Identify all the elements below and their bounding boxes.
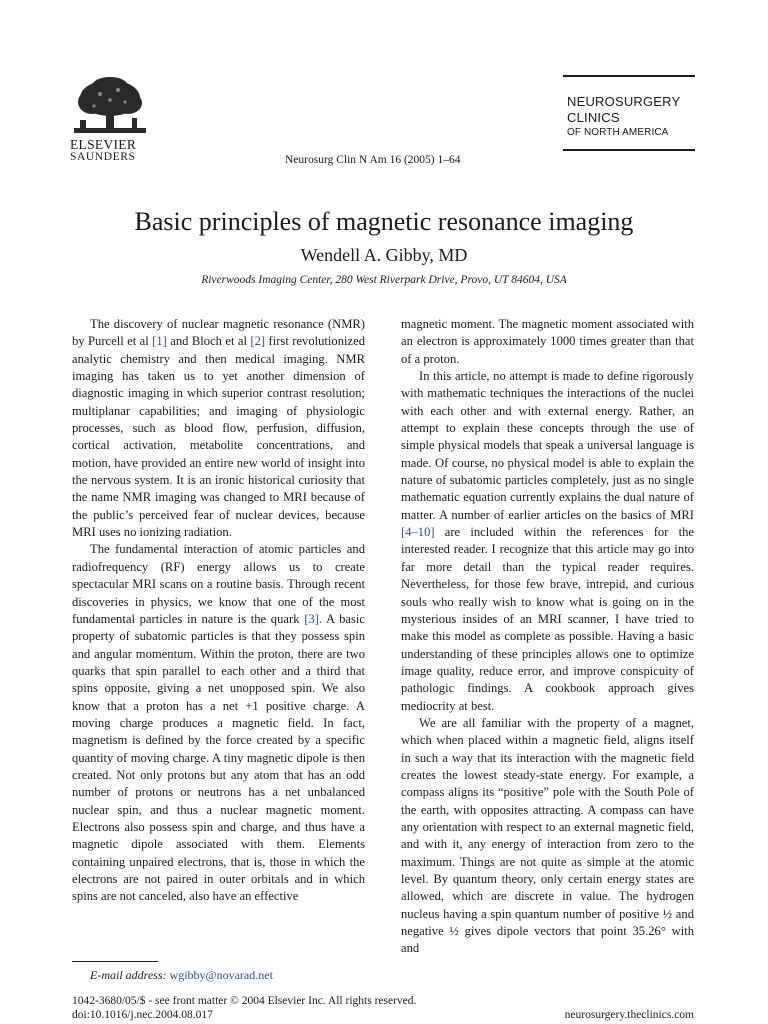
journal-citation: Neurosurg Clin N Am 16 (2005) 1–64 xyxy=(285,154,461,166)
series-line-3: OF NORTH AMERICA xyxy=(567,127,669,138)
email-link[interactable]: wgibby@novarad.net xyxy=(169,968,273,982)
publisher-imprint: SAUNDERS xyxy=(70,151,136,163)
body-text: magnetic moment. The magnetic moment associated with an electron is approximately 1000 times greater than that of a proton. xyxy=(401,317,694,366)
reference-link[interactable]: [2] xyxy=(250,334,266,349)
publisher-wordmark xyxy=(70,138,160,164)
email-label: E-mail address: xyxy=(90,968,167,982)
body-text: In this article, no attempt is made to define rigorously with mathematic techniques the interactions of the nuclei with each other and with external energy. Rather, an attempt to explain these concepts through the use of simple physical models that speak a universal language is made. Of course, no physical model is able to explain the nature of subatomic particles completely, just as no single mathematic equation currently explains the dual nature of matter. A number of earlier articles on the basics of MRI xyxy=(401,369,694,522)
copyright-line: 1042-3680/05/$ - see front matter © 2004 Elsevier Inc. All rights reserved. xyxy=(72,995,417,1007)
body-text: The discovery of nuclear magnetic resonance (NMR) by Purcell et al xyxy=(72,317,365,349)
body-column-right xyxy=(401,316,694,958)
body-text: The fundamental interaction of atomic particles and radiofrequency (RF) energy allows us to create spectacular MRI scans on a routine basis. Through recent discoveries in physics, we know that one of the most fundamental particles in nature is the quark xyxy=(72,542,365,626)
author-affiliation: Riverwoods Imaging Center, 280 West Riverpark Drive, Provo, UT 84604, USA xyxy=(201,274,567,286)
series-line-2: CLINICS xyxy=(567,110,620,125)
body-paragraph xyxy=(401,316,694,368)
series-rule-bottom xyxy=(563,149,695,151)
body-column-left xyxy=(72,316,365,906)
doi-line: doi:10.1016/j.nec.2004.08.017 xyxy=(72,1009,213,1021)
body-text: first revolutionized analytic chemistry and then medical imaging. NMR imaging has taken us to yet another dimension of diagnostic imaging in which superior contrast resolution; multiplanar capabilities; and imaging of physiologic processes, such as blood flow, perfusion, diffusion, cortical activation, metabolite concentrations, and motion, have provided an entire new world of insight into the nervous system. It is an ironic historical curiosity that the name NMR imaging was changed to MRI because of the public’s perceived fear of nuclear devices, because MRI uses no ionizing radiation. xyxy=(72,334,365,540)
reference-link[interactable]: [4–10] xyxy=(401,525,435,540)
series-rule-top xyxy=(563,75,695,77)
body-text: . A basic property of subatomic particles is that they possess spin and angular momentum. Within the proton, there are two quarks that spin parallel to each other and a third that spins opposite, giving a net unopposed spin. We also know that a proton has a net +1 positive charge. A moving charge produces a magnetic field. In fact, magnetism is defined by the force created by a specific quantity of moving charge. A tiny magnetic dipole is then created. Not only protons but any atom that has an odd number of protons or neutrons has a net unbalanced nuclear spin, and thus a nuclear magnetic moment. Electrons also possess spin and charge, and thus have a magnetic dipole associated with them. Elements containing unpaired electrons, that is, those in which the electrons are not paired in outer orbitals and in which spins are not canceled, also have an effective xyxy=(72,611,365,904)
footnote xyxy=(90,968,273,983)
body-paragraph xyxy=(72,541,365,905)
article-title: Basic principles of magnetic resonance imaging xyxy=(134,207,634,236)
body-text: and Bloch et al xyxy=(166,334,251,349)
journal-series-title xyxy=(567,94,697,140)
body-text: are included within the references for the interested reader. I recognize that this article may go into far more detail than the typical reader requires. Nevertheless, for those few brave, intrepid, and curious souls who really wish to know what is going on in the mysterious insides of an MRI scanner, I have tried to make this model as complete as possible. Having a basic understanding of these principles allows one to optimize image quality, reduce error, and improve conspicuity of pathologic findings. A cookbook approach gives mediocrity at best. xyxy=(401,525,694,713)
body-paragraph xyxy=(401,368,694,715)
reference-link[interactable]: [1] xyxy=(152,334,167,349)
article-author: Wendell A. Gibby, MD xyxy=(300,245,468,265)
journal-website-link[interactable]: neurosurgery.theclinics.com xyxy=(564,1009,694,1021)
elsevier-tree-logo xyxy=(70,76,150,138)
reference-link[interactable]: [3] xyxy=(304,611,319,626)
body-paragraph xyxy=(401,715,694,958)
publisher-name: ELSEVIER xyxy=(70,137,137,152)
footnote-rule xyxy=(72,961,158,962)
body-paragraph xyxy=(72,316,365,541)
body-text: We are all familiar with the property of a magnet, which when placed within a magnetic field, aligns itself in such a way that its interaction with the magnetic field creates the lowest steady-state energy. For example, a compass aligns its “positive” pole with the South Pole of the earth, with opposites attracting. A compass can have any orientation with respect to an external magnetic field, and with it, any energy of interaction from zero to the maximum. Things are not quite as simple at the atomic level. By quantum theory, only certain energy states are allowed, which are discrete in value. The hydrogen nucleus having a spin quantum number of positive ½ and negative ½ gives dipole vectors that point 35.26° with and xyxy=(401,715,694,956)
series-line-1: NEUROSURGERY xyxy=(567,94,681,109)
